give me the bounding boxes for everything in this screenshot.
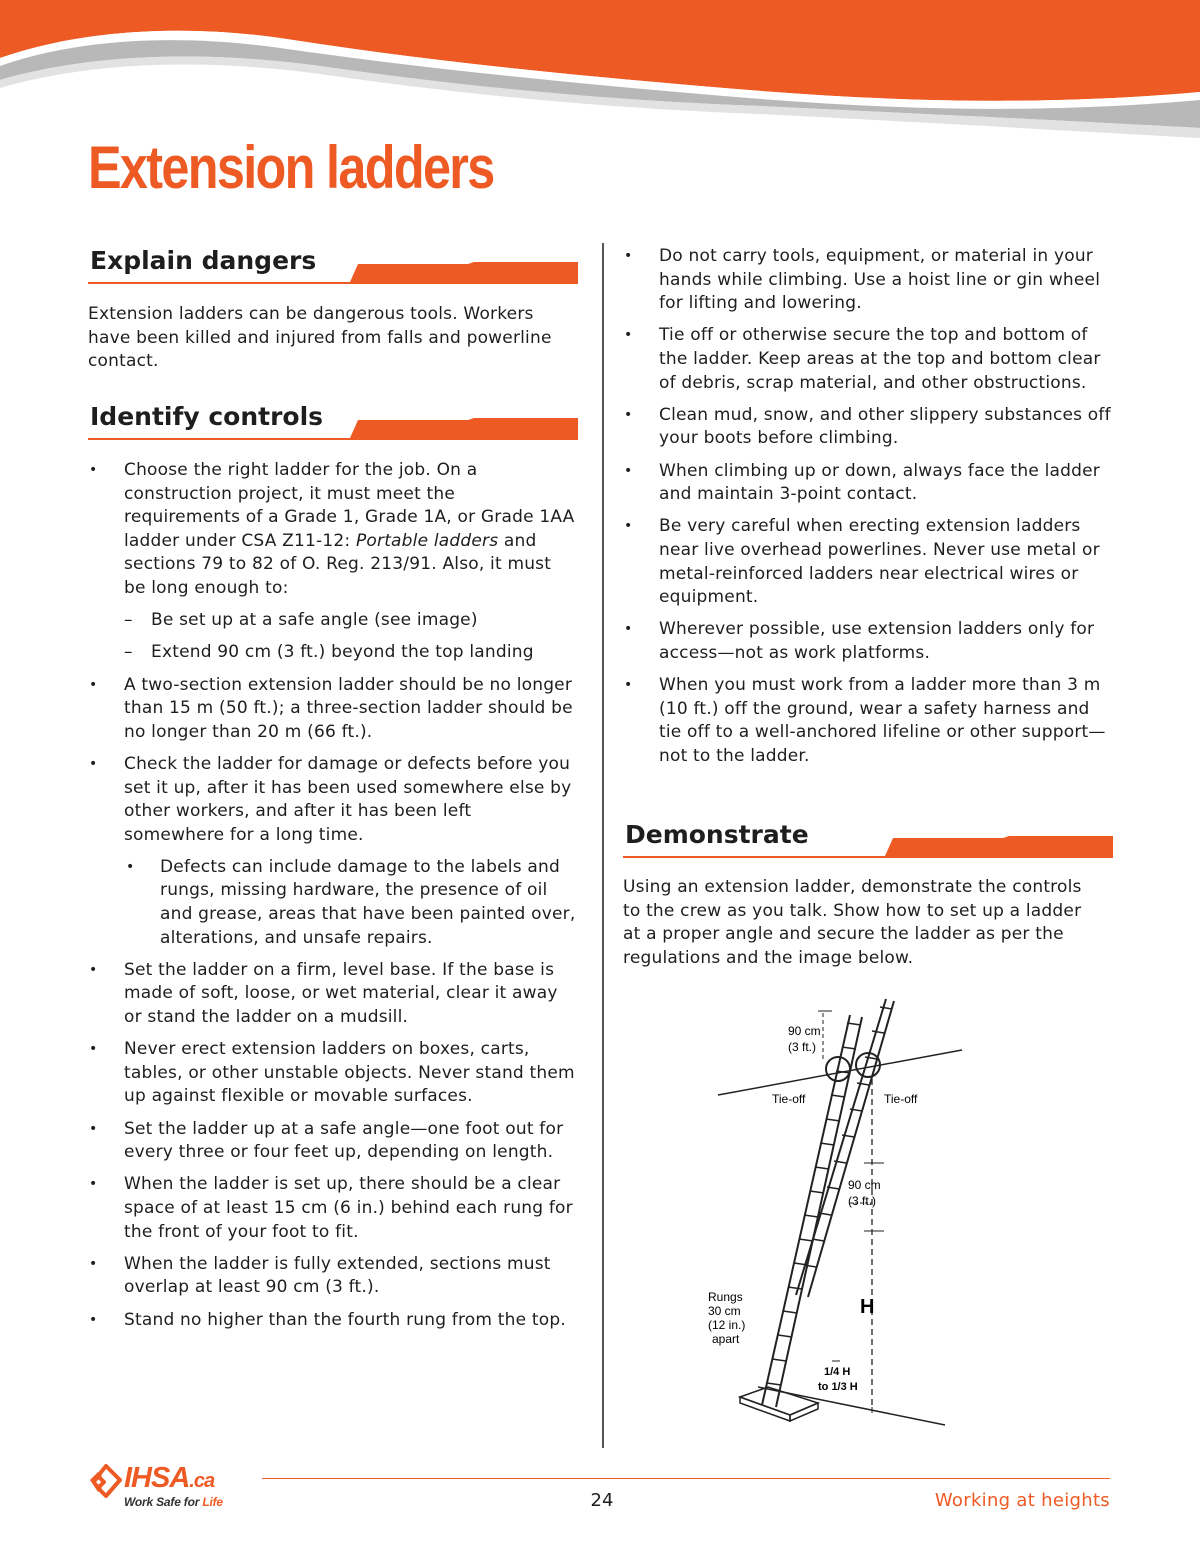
running-title: Working at heights xyxy=(934,1490,1110,1511)
list-item xyxy=(88,459,576,665)
logo-tagline xyxy=(124,1495,223,1509)
list-item: • When you must work from a ladder more than 3 m (10 ft.) off the ground, wear a safety harness and tie off to a well-anchored lifeline or other support—not to the ladder. xyxy=(623,674,1113,768)
list-item: • When climbing up or down, always face the ladder and maintain 3-point contact. xyxy=(623,460,1113,507)
overlap-label: (3 ft.) xyxy=(848,1194,877,1208)
list-item-text: Check the ladder for damage or defects before you set it up, after it has been used somewhere else by other workers, and after it has been left somewhere for a long time. xyxy=(124,753,572,845)
section-heading: Explain dangers xyxy=(90,246,317,275)
standard-title: Portable ladders xyxy=(355,530,499,551)
rungs-label: apart xyxy=(712,1332,740,1346)
sub-list-item: • Defects can include damage to the labels and rungs, missing hardware, the presence of oil and grease, areas that have been painted over, alterations, and unsafe repairs. xyxy=(124,856,576,950)
column-divider xyxy=(602,243,604,1448)
list-item: • Tie off or otherwise secure the top and bottom of the ladder. Keep areas at the top and bottom clear of debris, scrap material, and other obstructions. xyxy=(623,324,1113,395)
explain-dangers-text: Extension ladders can be dangerous tools. Workers have been killed and injured from falls and powerline contact. xyxy=(88,304,552,372)
rungs-label: 30 cm xyxy=(708,1304,741,1318)
logo-tld: .ca xyxy=(189,1470,215,1492)
ladder-rail xyxy=(762,1015,850,1405)
ihsa-logo-icon xyxy=(88,1464,124,1498)
section-heading: Demonstrate xyxy=(625,820,809,849)
ladder-rail xyxy=(808,1001,894,1297)
rungs-label: (12 in.) xyxy=(708,1318,746,1332)
page-number: 24 xyxy=(590,1490,614,1511)
header-banner xyxy=(0,0,1200,150)
list-item: • When the ladder is set up, there should be a clear space of at least 15 cm (6 in.) behind each rung for the front of your foot to fit. xyxy=(88,1173,576,1244)
section-header-identify-controls xyxy=(88,402,578,440)
overlap-label: 90 cm xyxy=(848,1178,881,1192)
footer-rule xyxy=(262,1478,1110,1479)
sub-list-item: – Be set up at a safe angle (see image) xyxy=(124,609,576,633)
demonstrate-text: Using an extension ladder, demonstrate the controls to the crew as you talk. Show how to set up a ladder at a proper angle and secure the ladder as per the regulations and the image below. xyxy=(623,877,1082,968)
list-item: • Clean mud, snow, and other slippery substances off your boots before climbing. xyxy=(623,404,1113,451)
ladder-setup-diagram xyxy=(700,995,970,1435)
list-item: • Set the ladder on a firm, level base. If the base is made of soft, loose, or wet material, clear it away or stand the ladder on a mudsill. xyxy=(88,959,576,1030)
list-item: • Stand no higher than the fourth rung from the top. xyxy=(88,1309,576,1333)
logo-name: IHSA xyxy=(124,1462,190,1494)
top-extension-label: (3 ft.) xyxy=(788,1040,817,1054)
list-item: • Wherever possible, use extension ladders only for access—not as work platforms. xyxy=(623,618,1113,665)
list-item: • Never erect extension ladders on boxes, carts, tables, or other unstable objects. Never stand them up against flexible or movable surfaces. xyxy=(88,1038,576,1109)
list-item: • Be very careful when erecting extension ladders near live overhead powerlines. Never use metal or metal-reinforced ladders near electrical wires or equipment. xyxy=(623,515,1113,609)
list-item: • Set the ladder up at a safe angle—one foot out for every three or four feet up, depending on length. xyxy=(88,1118,576,1165)
list-item xyxy=(88,753,576,950)
rungs-label: Rungs xyxy=(708,1290,743,1304)
base-ratio-label: to 1/3 H xyxy=(818,1381,858,1393)
tie-off-label: Tie-off xyxy=(884,1092,918,1106)
sub-list-item: – Extend 90 cm (3 ft.) beyond the top landing xyxy=(124,641,576,665)
identify-controls-list xyxy=(88,459,576,1341)
list-item: • A two-section extension ladder should be no longer than 15 m (50 ft.); a three-section ladder should be no longer than 20 m (66 ft.). xyxy=(88,674,576,745)
identify-controls-list-continued xyxy=(623,245,1113,777)
section-header-demonstrate xyxy=(623,820,1113,858)
section-header-explain-dangers xyxy=(88,246,578,284)
list-item: • Do not carry tools, equipment, or material in your hands while climbing. Use a hoist line or gin wheel for lifting and lowering. xyxy=(623,245,1113,316)
list-item-text: Choose the right ladder for the job. On a construction project, it must meet the requirements of a Grade 1, Grade 1A, or Grade 1AA ladder under CSA Z11-12: xyxy=(124,460,575,551)
logo-wordmark xyxy=(124,1462,214,1495)
top-extension-label: 90 cm xyxy=(788,1024,821,1038)
tagline-text: Work Safe for xyxy=(124,1495,203,1509)
list-item-text: and sections 79 to 82 of O. Reg. 213/91. Also, it must be long enough to: xyxy=(124,530,552,598)
tagline-accent: Life xyxy=(202,1495,223,1509)
tie-off-label: Tie-off xyxy=(772,1092,806,1106)
section-heading: Identify controls xyxy=(90,402,324,431)
ihsa-logo xyxy=(88,1462,263,1512)
height-label: H xyxy=(860,1296,875,1318)
page-title: Extension ladders xyxy=(88,134,494,201)
base-ratio-label: 1/4 H xyxy=(824,1366,851,1378)
list-item: • When the ladder is fully extended, sections must overlap at least 90 cm (3 ft.). xyxy=(88,1253,576,1300)
